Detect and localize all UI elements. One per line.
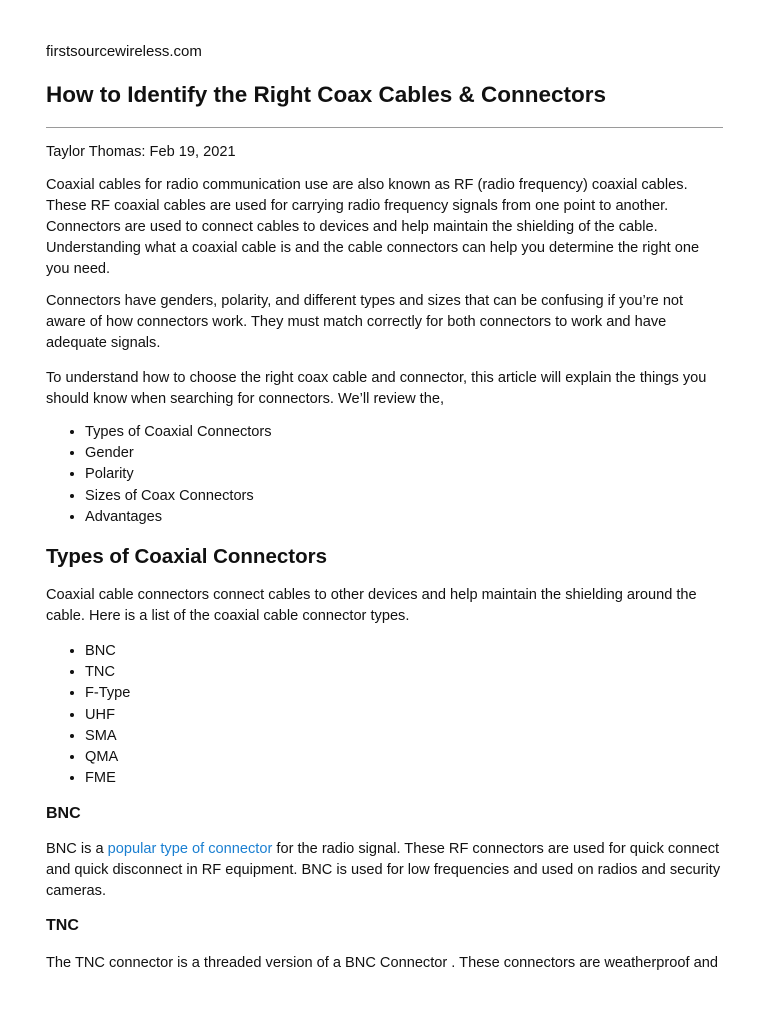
- intro-paragraph-3: To understand how to choose the right coax cable and connector, this article will explain the things you should know when searching for connectors. We’ll review the,: [46, 370, 707, 407]
- intro-paragraph-1: Coaxial cables for radio communication use are also known as RF (radio frequency) coaxial cables. These RF coaxial cables are used for carrying radio frequency signals from one point to another. Connectors are used to connect cables to devices and help maintain the shielding of the cable. Understanding what a coaxial cable is and the cable connectors can help you determine the right one you need.: [46, 177, 700, 277]
- bnc-text-start: BNC is a: [46, 841, 108, 857]
- list-item: • Types of Coaxial Connectors: [85, 422, 272, 443]
- article-byline: Taylor Thomas: Feb 19, 2021: [46, 144, 236, 160]
- list-item: • Advantages: [85, 507, 272, 528]
- list-item: • TNC: [85, 662, 130, 683]
- subheading-tnc: TNC: [46, 917, 79, 934]
- review-list: [46, 422, 272, 528]
- types-paragraph: Coaxial cable connectors connect cables to other devices and help maintain the shielding around the cable. Here is a list of the coaxial cable connector types.: [46, 587, 697, 624]
- list-item: • FME: [85, 768, 130, 789]
- article-title: How to Identify the Right Coax Cables & Connectors: [46, 82, 607, 107]
- list-item: • UHF: [85, 705, 130, 726]
- bnc-text-end: for the radio signal. These RF connectors are used for quick connect and quick disconnect in RF equipment. BNC is used for low frequencies and used on radios and security cameras.: [46, 841, 721, 899]
- connector-types-list: [46, 641, 130, 789]
- list-item: • Gender: [85, 443, 272, 464]
- popular-connector-link[interactable]: popular type of connector: [107, 841, 273, 857]
- list-item: • SMA: [85, 726, 130, 747]
- list-item: • BNC: [85, 641, 130, 662]
- bnc-paragraph: [46, 839, 723, 902]
- list-item: • Polarity: [85, 464, 272, 485]
- section-heading-types: Types of Coaxial Connectors: [46, 545, 327, 568]
- tnc-paragraph: The TNC connector is a threaded version of a BNC Connector . These connectors are weatherproof and: [46, 955, 718, 971]
- subheading-bnc: BNC: [46, 805, 81, 822]
- list-item: • F-Type: [85, 683, 130, 704]
- title-divider: [46, 127, 723, 128]
- list-item: • QMA: [85, 747, 130, 768]
- site-name: firstsourcewireless.com: [46, 43, 202, 60]
- list-item: • Sizes of Coax Connectors: [85, 486, 272, 507]
- intro-paragraph-2: Connectors have genders, polarity, and different types and sizes that can be confusing if you’re not aware of how connectors work. They must match correctly for both connectors to work and have adequate signals.: [46, 293, 684, 351]
